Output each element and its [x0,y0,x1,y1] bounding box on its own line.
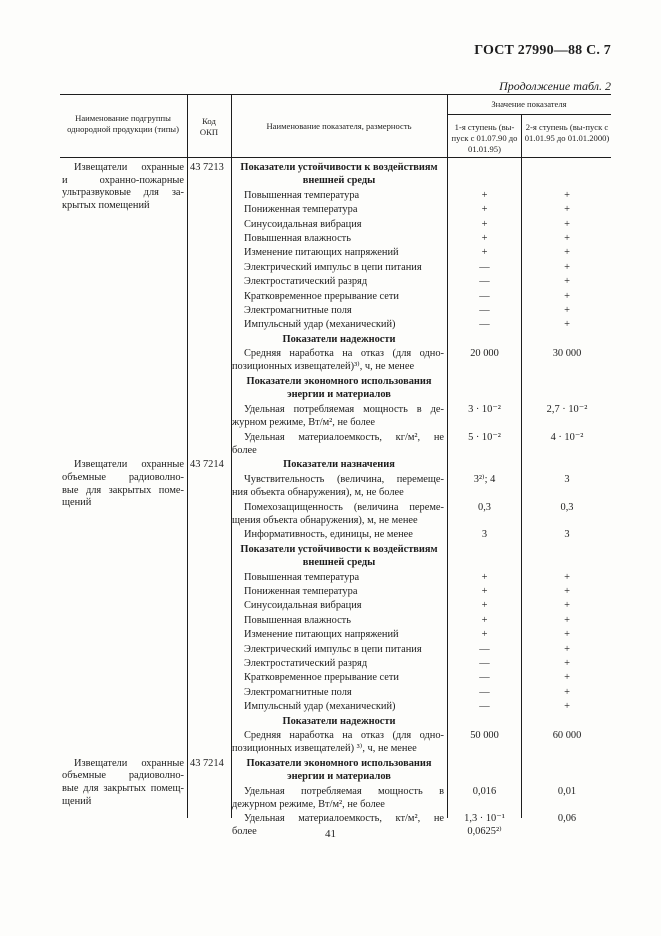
header-group: Наименование подгруппы однородной продукции (типы) [67,113,179,134]
indicator-name: Удельная материалоемкость, кт/м², не [244,813,444,825]
stage-2-value: + [564,319,570,331]
section-heading: внешней среды [302,175,376,186]
indicator-name: Синусоидальная вибрация [244,600,362,612]
stage-2-value: + [564,218,570,230]
stage-1-value: — [479,701,490,713]
indicator-name: Импульсный удар (механический) [244,701,396,713]
indicator-name: более [232,826,257,838]
stage-1-value: + [481,629,488,641]
section-heading: энергии и материалов [287,389,391,400]
stage-2-value: 3 [564,473,570,485]
indicator-name: Информативность, единицы, не менее [244,529,413,541]
stage-1-value-extra: 0,0625²⁾ [467,826,502,838]
stage-2-value: + [564,261,570,273]
stage-2-value: 0,3 [560,501,574,513]
product-group-name: объемные радиоволно- [62,770,184,782]
stage-1-value: 50 000 [470,730,499,741]
col-divider-1 [187,94,188,818]
stage-1-value: — [479,290,490,302]
stage-2-value: + [564,672,570,684]
section-heading: энергии и материалов [287,770,391,782]
indicator-name: Повышенная влажность [244,614,351,626]
indicator-name: Электромагнитные поля [244,305,352,316]
product-code: 43 7214 [190,459,224,471]
indicator-name: Удельная потребляемая мощность в [244,785,444,797]
stage-1-value: 0,3 [478,501,491,513]
continuation-label: Продолжение табл. 2 [499,79,611,93]
indicator-name: Средняя наработка на отказ (для одно- [244,730,444,741]
stage-2-value: + [564,247,570,259]
indicator-name: позиционных извещателей) ³⁾, ч, не менее [232,743,417,754]
indicator-name: Повышенная влажность [244,233,351,244]
stage-1-value: — [479,261,490,273]
stage-2-value: 3 [564,529,570,541]
table-top-rule [60,94,611,95]
indicator-name: Повышенная температура [244,571,360,583]
stage-2-value: + [564,233,570,244]
stage-1-value: 3²⁾; 4 [473,473,496,485]
section-heading: Показатели назначения [283,459,395,471]
section-heading: Показатели экономного использования [246,376,432,387]
stage-1-value: — [479,686,490,698]
stage-1-value: + [481,614,488,626]
stage-1-value: — [479,672,490,684]
product-group-name: и охранно-пожарные [62,174,184,186]
header-stage-1: 1-я ступень (вы-пуск с 01.07.90 до 01.01.95) [451,122,518,154]
stage-2-value: 4 · 10⁻² [550,431,584,443]
indicator-name: Изменение питающих напряжений [244,247,399,259]
indicator-name: Изменение питающих напряжений [244,629,399,641]
stage-2-value: + [564,614,570,626]
indicator-name: Кратковременное прерывание сети [244,290,399,302]
stage-2-value: + [564,290,570,302]
indicator-name: Электромагнитные поля [244,686,352,698]
section-heading: внешней среды [302,556,376,568]
col-divider-4 [521,114,522,818]
product-group-name: щений [62,795,92,807]
stage-2-value: 0,01 [557,785,577,797]
page-number: 41 [325,828,336,840]
stage-2-value: + [564,643,570,655]
stage-2-value: + [564,600,570,612]
product-group-name: щений [62,497,92,509]
indicator-name: Электрический импульс в цепи питания [244,261,422,273]
section-heading: Показатели экономного использования [246,757,432,769]
indicator-name: Повышенная температура [244,189,360,201]
stage-1-value: — [479,276,490,288]
stage-1-value: — [479,305,490,316]
stage-2-value: + [564,658,570,669]
header-value: Значение показателя [491,99,567,109]
indicator-name: Пониженная температура [244,204,358,216]
stage-2-value: 2,7 · 10⁻² [546,403,588,415]
stage-1-value: + [481,189,488,201]
indicator-name: ния объекта обнаружения), м, не более [232,486,404,498]
indicator-name: щения объекта обнаружения), м, не менее [232,514,418,526]
stage-1-value: 1,3 · 10⁻¹ [464,813,505,825]
product-group-name: Извещатели охранные [74,757,184,769]
stage-1-value: + [481,247,488,259]
stage-1-value: 3 · 10⁻² [468,403,501,415]
stage-1-value: + [481,233,488,244]
stage-2-value: + [564,571,570,583]
indicator-name: Кратковременное прерывание сети [244,672,399,684]
stage-1-value: + [481,571,488,583]
value-header-rule [447,114,611,115]
stage-1-value: 3 [481,529,488,541]
indicator-name: Удельная материалоемкость, кг/м², не [244,431,444,443]
stage-1-value: 5 · 10⁻² [468,431,501,443]
product-code: 43 7213 [190,162,224,173]
section-heading: Показатели надежности [282,715,396,727]
product-group-name: крытых помещений [62,199,150,211]
indicator-name: Удельная потребляемая мощность в де- [244,403,444,415]
stage-2-value: + [564,629,570,641]
section-heading: Показатели устойчивости к воздействиям [240,543,438,555]
product-group-name: Извещатели охранные [74,162,184,173]
indicator-name: Электрический импульс в цепи питания [244,643,422,655]
stage-1-value: + [481,218,488,230]
stage-1-value: — [479,643,490,655]
product-group-name: объемные радиоволно- [62,472,184,483]
header-bottom-rule [60,157,611,158]
stage-1-value: 0,016 [472,785,497,797]
stage-1-value: — [479,319,490,331]
indicator-name: Электростатический разряд [244,658,368,669]
stage-2-value: 30 000 [552,348,582,360]
header-indicator: Наименование показателя, размерность [266,121,412,131]
indicator-name: Средняя наработка на отказ (для одно- [244,348,444,360]
stage-2-value: + [564,586,570,597]
indicator-name: более [232,444,257,456]
product-group-name: Извещатели охранные [74,459,184,471]
indicator-name: Синусоидальная вибрация [244,218,362,230]
header-stage-2: 2-я ступень (вы-пуск с 01.01.95 до 01.01.2000) [524,122,610,143]
stage-2-value: + [564,204,570,216]
product-group-name: вые для закрытых помещ- [62,783,184,794]
indicator-name: Чувствительность (величина, перемеще- [244,473,444,485]
header-code: Код ОКП [199,116,219,137]
section-heading: Показатели надежности [282,333,396,345]
stage-1-value: 20 000 [470,348,499,360]
indicator-name: Пониженная температура [244,586,358,597]
stage-1-value: + [481,204,488,216]
indicator-name: Импульсный удар (механический) [244,319,396,331]
indicator-name: Помехозащищенность (величина переме- [244,501,444,513]
indicator-name: дежурном режиме, Вт/м², не более [232,798,385,810]
indicator-name: журном режиме, Вт/м², не более [232,416,375,428]
stage-2-value: + [564,686,570,698]
stage-2-value: + [564,189,570,201]
product-group-name: ультразвуковые для за- [62,187,184,199]
stage-2-value: + [564,276,570,288]
stage-2-value: 60 000 [552,730,582,741]
product-code: 43 7214 [190,757,224,769]
page-header: ГОСТ 27990—88 С. 7 [474,43,611,58]
product-group-name: вые для закрытых поме- [62,484,184,496]
stage-2-value: + [564,701,570,713]
stage-1-value: + [481,586,488,597]
col-divider-3 [447,94,448,818]
stage-2-value: 0,06 [557,813,577,825]
indicator-name: Электростатический разряд [244,276,368,288]
stage-2-value: + [564,305,570,316]
indicator-name: позиционных извещателей)³⁾, ч, не менее [232,361,415,373]
section-heading: Показатели устойчивости к воздействиям [240,162,438,173]
stage-1-value: — [479,658,490,669]
stage-1-value: + [481,600,488,612]
